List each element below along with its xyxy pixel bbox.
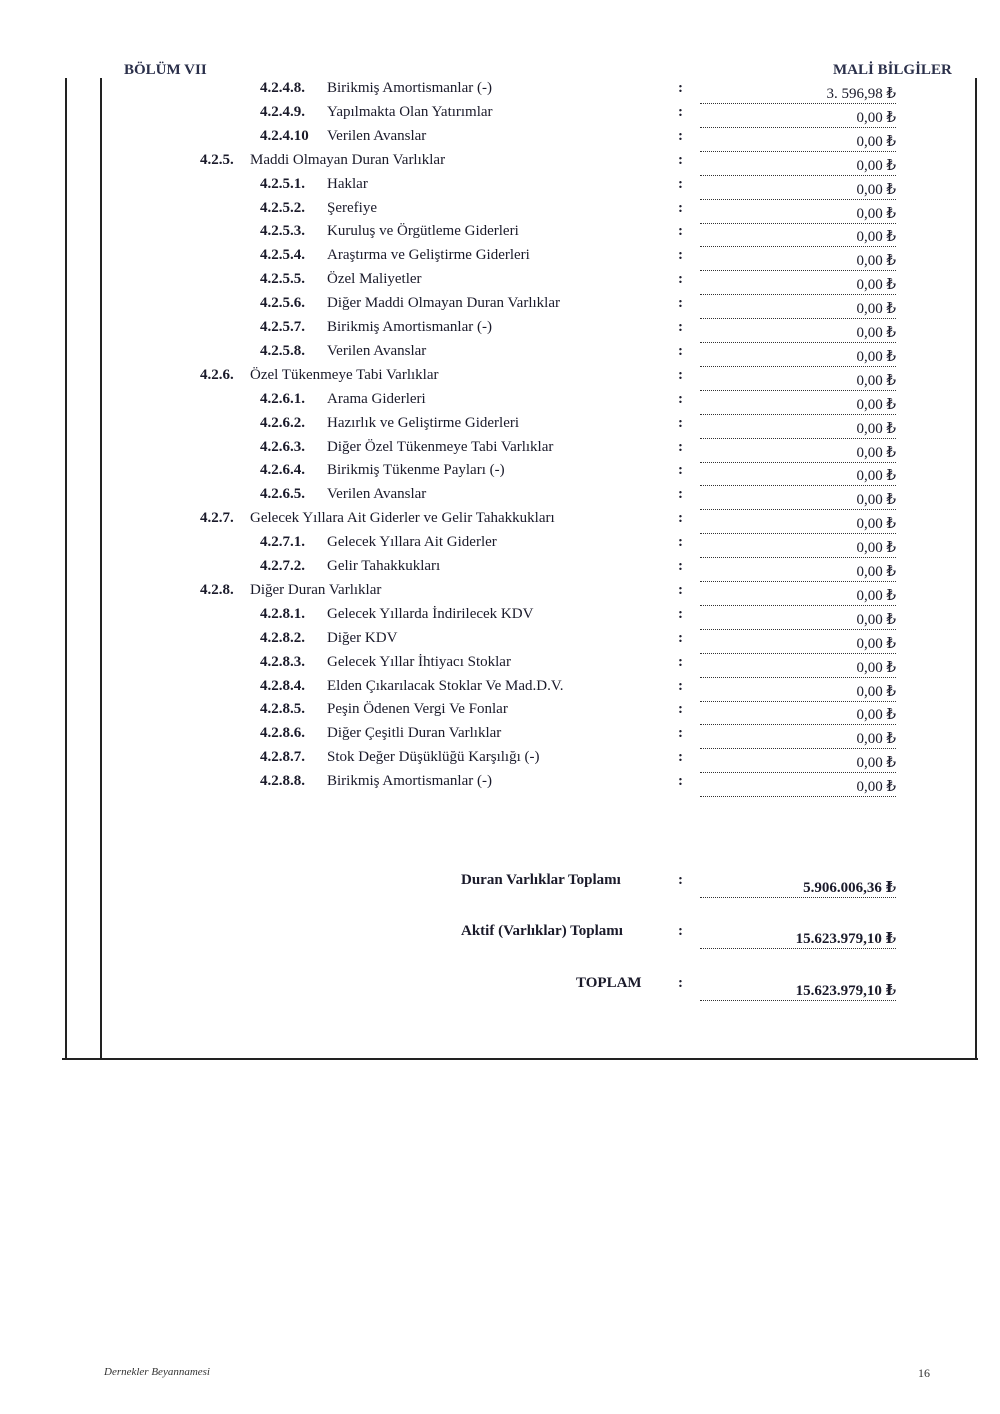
colon: : [678, 223, 683, 240]
account-code: 4.2.6.1. [260, 390, 305, 407]
colon: : [678, 414, 683, 431]
account-value: 0,00 ₺ [700, 514, 896, 534]
colon: : [678, 773, 683, 790]
account-row [0, 152, 1000, 176]
account-value: 0,00 ₺ [700, 634, 896, 654]
account-label: Diğer Duran Varlıklar [250, 581, 382, 598]
account-row [0, 104, 1000, 128]
account-code: 4.2.5.5. [260, 271, 305, 288]
total-label: TOPLAM [576, 975, 642, 991]
account-row [0, 128, 1000, 152]
account-value: 0,00 ₺ [700, 466, 896, 486]
colon: : [678, 677, 683, 694]
colon: : [678, 247, 683, 264]
account-code: 4.2.5. [200, 151, 234, 168]
account-row [0, 247, 1000, 271]
colon: : [678, 486, 683, 503]
account-value: 0,00 ₺ [700, 299, 896, 319]
colon: : [678, 366, 683, 383]
account-row [0, 582, 1000, 606]
account-value: 3. 596,98 ₺ [700, 84, 896, 104]
section-label: BÖLÜM VII [124, 62, 207, 78]
colon: : [678, 725, 683, 742]
account-code: 4.2.6. [200, 366, 234, 383]
total-row-assets [0, 923, 1000, 949]
account-code: 4.2.4.8. [260, 80, 305, 96]
page-title: MALİ BİLGİLER [833, 62, 952, 78]
account-row [0, 391, 1000, 415]
account-row [0, 725, 1000, 749]
account-code: 4.2.8.6. [260, 725, 305, 742]
account-code: 4.2.5.7. [260, 319, 305, 335]
account-code: 4.2.7.1. [260, 534, 305, 551]
colon: : [678, 581, 683, 598]
account-value: 0,00 ₺ [700, 156, 896, 176]
account-label: Peşin Ödenen Vergi Ve Fonlar [327, 701, 508, 718]
account-row [0, 749, 1000, 773]
colon: : [678, 923, 683, 939]
total-row-grand [0, 975, 1000, 1001]
colon: : [678, 175, 683, 192]
account-row [0, 558, 1000, 582]
account-label: Arama Giderleri [327, 390, 426, 407]
account-row [0, 223, 1000, 247]
account-row [0, 319, 1000, 343]
page-number: 16 [918, 1366, 930, 1380]
account-row [0, 486, 1000, 510]
total-label: Duran Varlıklar Toplamı [461, 872, 621, 888]
footer-document-name: Dernekler Beyannamesi [104, 1366, 210, 1378]
account-row [0, 462, 1000, 486]
account-row [0, 343, 1000, 367]
account-value: 0,00 ₺ [700, 658, 896, 678]
colon: : [678, 295, 683, 312]
account-value: 0,00 ₺ [700, 753, 896, 773]
account-code: 4.2.6.3. [260, 438, 305, 455]
account-value: 0,00 ₺ [700, 729, 896, 749]
colon: : [678, 534, 683, 551]
account-label: Diğer Maddi Olmayan Duran Varlıklar [327, 295, 560, 312]
colon: : [678, 975, 683, 991]
colon: : [678, 103, 683, 120]
account-value: 0,00 ₺ [700, 108, 896, 128]
account-code: 4.2.8. [200, 581, 234, 598]
colon: : [678, 605, 683, 622]
account-code: 4.2.4.10 [260, 127, 309, 144]
total-row-fixed-assets [0, 872, 1000, 898]
account-code: 4.2.6.2. [260, 414, 305, 431]
account-value: 0,00 ₺ [700, 562, 896, 582]
total-label: Aktif (Varlıklar) Toplamı [461, 923, 623, 939]
account-value: 0,00 ₺ [700, 204, 896, 224]
account-code: 4.2.5.1. [260, 175, 305, 192]
account-row [0, 439, 1000, 463]
account-label: Özel Tükenmeye Tabi Varlıklar [250, 366, 439, 383]
account-label: Verilen Avanslar [327, 127, 427, 144]
account-label: Kuruluş ve Örgütleme Giderleri [327, 223, 519, 240]
colon: : [678, 80, 683, 96]
account-row [0, 367, 1000, 391]
account-row [0, 510, 1000, 534]
account-value: 0,00 ₺ [700, 443, 896, 463]
account-label: Birikmiş Amortismanlar (-) [327, 80, 492, 96]
account-label: Yapılmakta Olan Yatırımlar [327, 103, 493, 120]
account-label: Gelecek Yıllara Ait Giderler ve Gelir Tahakkukları [250, 510, 555, 527]
account-row [0, 630, 1000, 654]
account-row [0, 678, 1000, 702]
account-code: 4.2.8.3. [260, 653, 305, 670]
colon: : [678, 342, 683, 359]
account-code: 4.2.8.4. [260, 677, 305, 694]
account-code: 4.2.7. [200, 510, 234, 527]
colon: : [678, 558, 683, 574]
account-label: Şerefiye [327, 199, 377, 216]
colon: : [678, 390, 683, 407]
account-value: 0,00 ₺ [700, 251, 896, 271]
account-label: Stok Değer Düşüklüğü Karşılığı (-) [327, 749, 540, 766]
account-value: 0,00 ₺ [700, 705, 896, 725]
account-value: 0,00 ₺ [700, 777, 896, 797]
account-label: Gelecek Yıllara Ait Giderler [327, 534, 497, 551]
account-code: 4.2.5.4. [260, 247, 305, 264]
account-label: Birikmiş Amortismanlar (-) [327, 319, 492, 335]
colon: : [678, 629, 683, 646]
colon: : [678, 127, 683, 144]
colon: : [678, 701, 683, 718]
account-label: Verilen Avanslar [327, 342, 427, 359]
account-label: Haklar [327, 175, 368, 192]
account-value: 0,00 ₺ [700, 347, 896, 367]
account-code: 4.2.5.2. [260, 199, 305, 216]
account-label: Diğer Özel Tükenmeye Tabi Varlıklar [327, 438, 554, 455]
colon: : [678, 749, 683, 766]
account-label: Özel Maliyetler [327, 271, 422, 288]
account-code: 4.2.8.2. [260, 629, 305, 646]
total-value: 15.623.979,10 ₺ [700, 929, 896, 949]
colon: : [678, 872, 683, 888]
total-value: 5.906.006,36 ₺ [700, 878, 896, 898]
account-code: 4.2.8.5. [260, 701, 305, 718]
account-label: Verilen Avanslar [327, 486, 427, 503]
frame-line-bottom [62, 1058, 978, 1060]
account-code: 4.2.8.7. [260, 749, 305, 766]
colon: : [678, 653, 683, 670]
account-row [0, 271, 1000, 295]
account-value: 0,00 ₺ [700, 275, 896, 295]
account-code: 4.2.5.6. [260, 295, 305, 312]
account-row [0, 176, 1000, 200]
account-value: 0,00 ₺ [700, 180, 896, 200]
account-code: 4.2.5.8. [260, 342, 305, 359]
account-row [0, 654, 1000, 678]
account-row [0, 773, 1000, 797]
account-row [0, 200, 1000, 224]
account-value: 0,00 ₺ [700, 227, 896, 247]
account-label: Diğer Çeşitli Duran Varlıklar [327, 725, 502, 742]
account-label: Hazırlık ve Geliştirme Giderleri [327, 414, 520, 431]
total-value: 15.623.979,10 ₺ [700, 981, 896, 1001]
account-label: Diğer KDV [327, 629, 398, 646]
account-label: Maddi Olmayan Duran Varlıklar [250, 151, 446, 168]
account-value: 0,00 ₺ [700, 586, 896, 606]
account-value: 0,00 ₺ [700, 682, 896, 702]
colon: : [678, 151, 683, 168]
account-row [0, 80, 1000, 104]
account-code: 4.2.6.4. [260, 462, 305, 479]
account-code: 4.2.4.9. [260, 103, 305, 120]
account-row [0, 606, 1000, 630]
account-value: 0,00 ₺ [700, 323, 896, 343]
account-label: Araştırma ve Geliştirme Giderleri [327, 247, 530, 264]
account-code: 4.2.8.1. [260, 605, 305, 622]
account-value: 0,00 ₺ [700, 371, 896, 391]
account-label: Gelecek Yıllar İhtiyacı Stoklar [327, 653, 511, 670]
account-row [0, 415, 1000, 439]
account-value: 0,00 ₺ [700, 395, 896, 415]
colon: : [678, 199, 683, 216]
account-row [0, 701, 1000, 725]
account-label: Birikmiş Tükenme Payları (-) [327, 462, 505, 479]
colon: : [678, 438, 683, 455]
account-label: Birikmiş Amortismanlar (-) [327, 773, 492, 790]
account-label: Elden Çıkarılacak Stoklar Ve Mad.D.V. [327, 677, 564, 694]
account-value: 0,00 ₺ [700, 538, 896, 558]
account-row [0, 534, 1000, 558]
account-value: 0,00 ₺ [700, 419, 896, 439]
account-value: 0,00 ₺ [700, 132, 896, 152]
account-label: Gelecek Yıllarda İndirilecek KDV [327, 605, 534, 622]
account-label: Gelir Tahakkukları [327, 558, 441, 574]
colon: : [678, 271, 683, 288]
account-code: 4.2.7.2. [260, 558, 305, 574]
colon: : [678, 510, 683, 527]
account-value: 0,00 ₺ [700, 490, 896, 510]
account-code: 4.2.5.3. [260, 223, 305, 240]
account-code: 4.2.8.8. [260, 773, 305, 790]
colon: : [678, 462, 683, 479]
colon: : [678, 319, 683, 335]
account-value: 0,00 ₺ [700, 610, 896, 630]
account-code: 4.2.6.5. [260, 486, 305, 503]
account-row [0, 295, 1000, 319]
